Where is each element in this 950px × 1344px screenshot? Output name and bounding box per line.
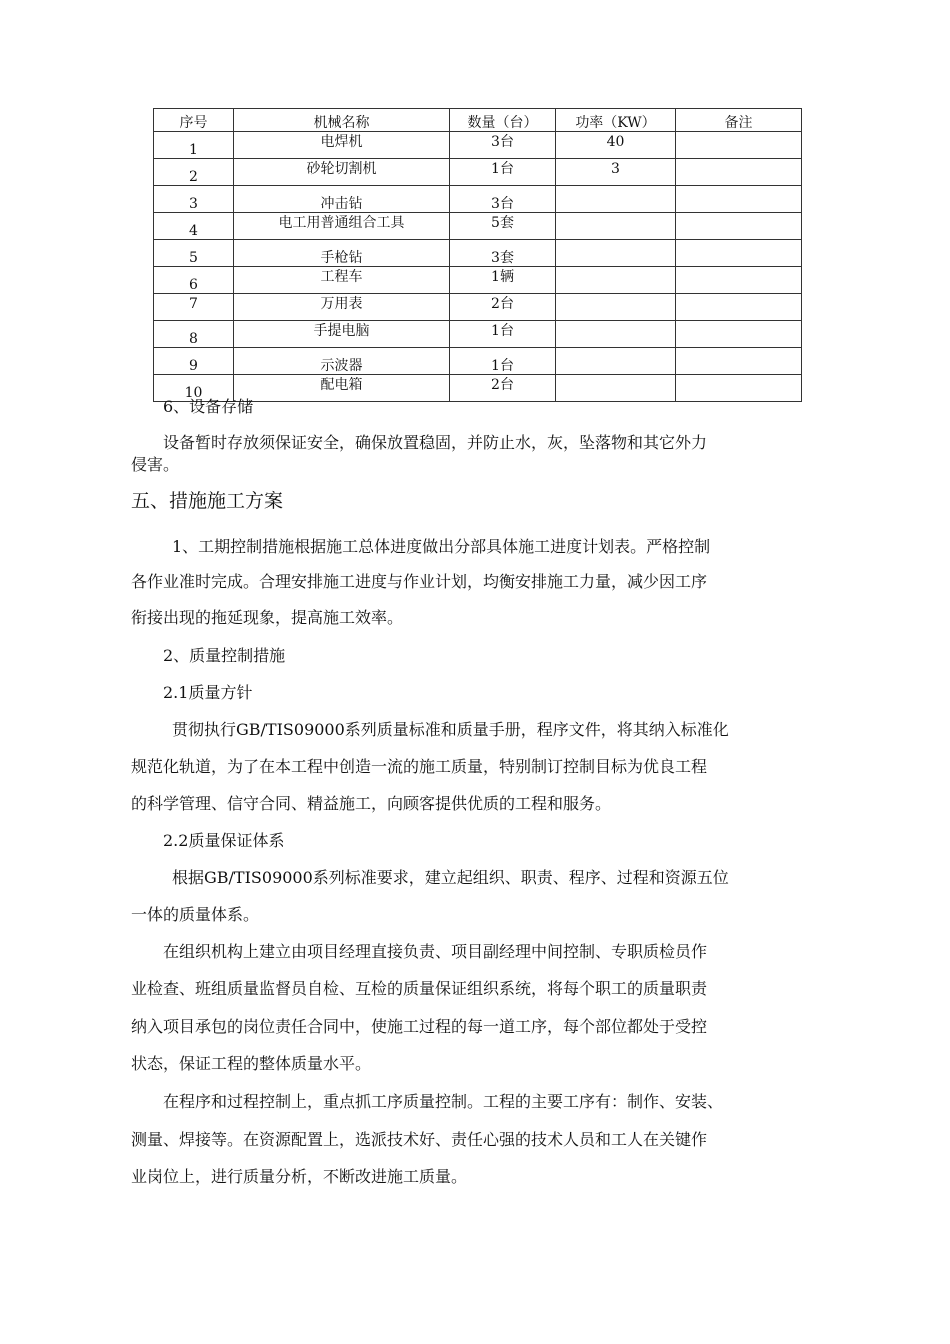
cell-note [676,213,802,240]
cell-qty: 1台 [450,348,556,375]
paragraph-line: 纳入项目承包的岗位责任合同中，使施工过程的每一道工序，每个部位都处于受控 [131,1017,708,1036]
cell-power [556,267,676,294]
cell-no: 9 [154,348,234,375]
cell-note [676,348,802,375]
cell-power [556,240,676,267]
cell-note [676,132,802,159]
table-row [154,240,802,267]
table-row [154,213,802,240]
table-row [154,294,802,321]
paragraph-line: 规范化轨道，为了在本工程中创造一流的施工质量，特别制订控制目标为优良工程 [131,757,708,776]
paragraph-line: 在程序和过程控制上，重点抓工序质量控制。工程的主要工序有：制作、安装、 [163,1092,724,1111]
cell-note [676,267,802,294]
paragraph-line: 1、工期控制措施根据施工总体进度做出分部具体施工进度计划表。严格控制 [172,537,711,556]
cell-no: 4 [154,213,234,240]
section-heading: 五、措施施工方案 [131,490,284,512]
cell-qty: 2台 [450,294,556,321]
cell-name: 砂轮切割机 [234,159,450,186]
paragraph-line: 衔接出现的拖延现象，提高施工效率。 [131,608,404,627]
cell-name: 万用表 [234,294,450,321]
cell-note [676,375,802,402]
paragraph-line: 各作业准时完成。合理安排施工进度与作业计划，均衡安排施工力量，减少因工序 [131,572,708,591]
table-row [154,159,802,186]
cell-no: 10 [154,375,234,402]
header-note: 备注 [676,109,802,132]
paragraph-line: 设备暂时存放须保证安全，确保放置稳固，并防止水，灰，坠落物和其它外力 [163,433,708,452]
section-storage-title: 6、设备存储 [163,397,254,416]
cell-note [676,240,802,267]
cell-no: 7 [154,294,234,321]
cell-qty: 1台 [450,321,556,348]
cell-no: 6 [154,267,234,294]
cell-qty: 1台 [450,159,556,186]
subsection-title: 2.2质量保证体系 [163,831,285,850]
cell-name: 手枪钻 [234,240,450,267]
cell-name: 电工用普通组合工具 [234,213,450,240]
cell-qty: 1辆 [450,267,556,294]
paragraph-line: 在组织机构上建立由项目经理直接负责、项目副经理中间控制、专职质检员作 [163,942,708,961]
table-row [154,267,802,294]
cell-name: 配电箱 [234,375,450,402]
cell-power [556,294,676,321]
paragraph-line: 的科学管理、信守合同、精益施工，向顾客提供优质的工程和服务。 [131,794,612,813]
cell-note [676,159,802,186]
subsection-title: 2、质量控制措施 [163,646,286,665]
table-header-row [154,109,802,132]
paragraph-line: 侵害。 [131,455,180,474]
table-row [154,348,802,375]
header-name: 机械名称 [234,109,450,132]
paragraph-line: 根据GB/TIS09000系列标准要求，建立起组织、职责、程序、过程和资源五位 [172,868,729,887]
paragraph-line: 贯彻执行GB/TIS09000系列质量标准和质量手册，程序文件，将其纳入标准化 [172,720,729,739]
equipment-table [153,108,802,402]
cell-no: 2 [154,159,234,186]
cell-no: 5 [154,240,234,267]
cell-name: 示波器 [234,348,450,375]
cell-power [556,213,676,240]
paragraph-line: 业岗位上，进行质量分析，不断改进施工质量。 [131,1167,468,1186]
header-qty: 数量（台） [450,109,556,132]
cell-name: 手提电脑 [234,321,450,348]
cell-power: 3 [556,159,676,186]
cell-power: 40 [556,132,676,159]
cell-name: 工程车 [234,267,450,294]
cell-no: 1 [154,132,234,159]
paragraph-line: 状态，保证工程的整体质量水平。 [131,1054,372,1073]
cell-note [676,186,802,213]
table-row [154,132,802,159]
cell-qty: 2台 [450,375,556,402]
paragraph-line: 业检查、班组质量监督员自检、互检的质量保证组织系统，将每个职工的质量职责 [131,979,708,998]
table-row [154,321,802,348]
cell-no: 8 [154,321,234,348]
cell-note [676,294,802,321]
cell-note [676,321,802,348]
cell-power [556,375,676,402]
cell-qty: 3台 [450,132,556,159]
subsection-title: 2.1质量方针 [163,683,253,702]
cell-name: 冲击钻 [234,186,450,213]
paragraph-line: 测量、焊接等。在资源配置上，选派技术好、责任心强的技术人员和工人在关键作 [131,1130,708,1149]
cell-qty: 3台 [450,186,556,213]
cell-qty: 5套 [450,213,556,240]
cell-power [556,321,676,348]
cell-name: 电焊机 [234,132,450,159]
cell-power [556,186,676,213]
header-power: 功率（KW） [556,109,676,132]
header-no: 序号 [154,109,234,132]
cell-power [556,348,676,375]
table-row [154,186,802,213]
cell-no: 3 [154,186,234,213]
paragraph-line: 一体的质量体系。 [131,905,260,924]
cell-qty: 3套 [450,240,556,267]
